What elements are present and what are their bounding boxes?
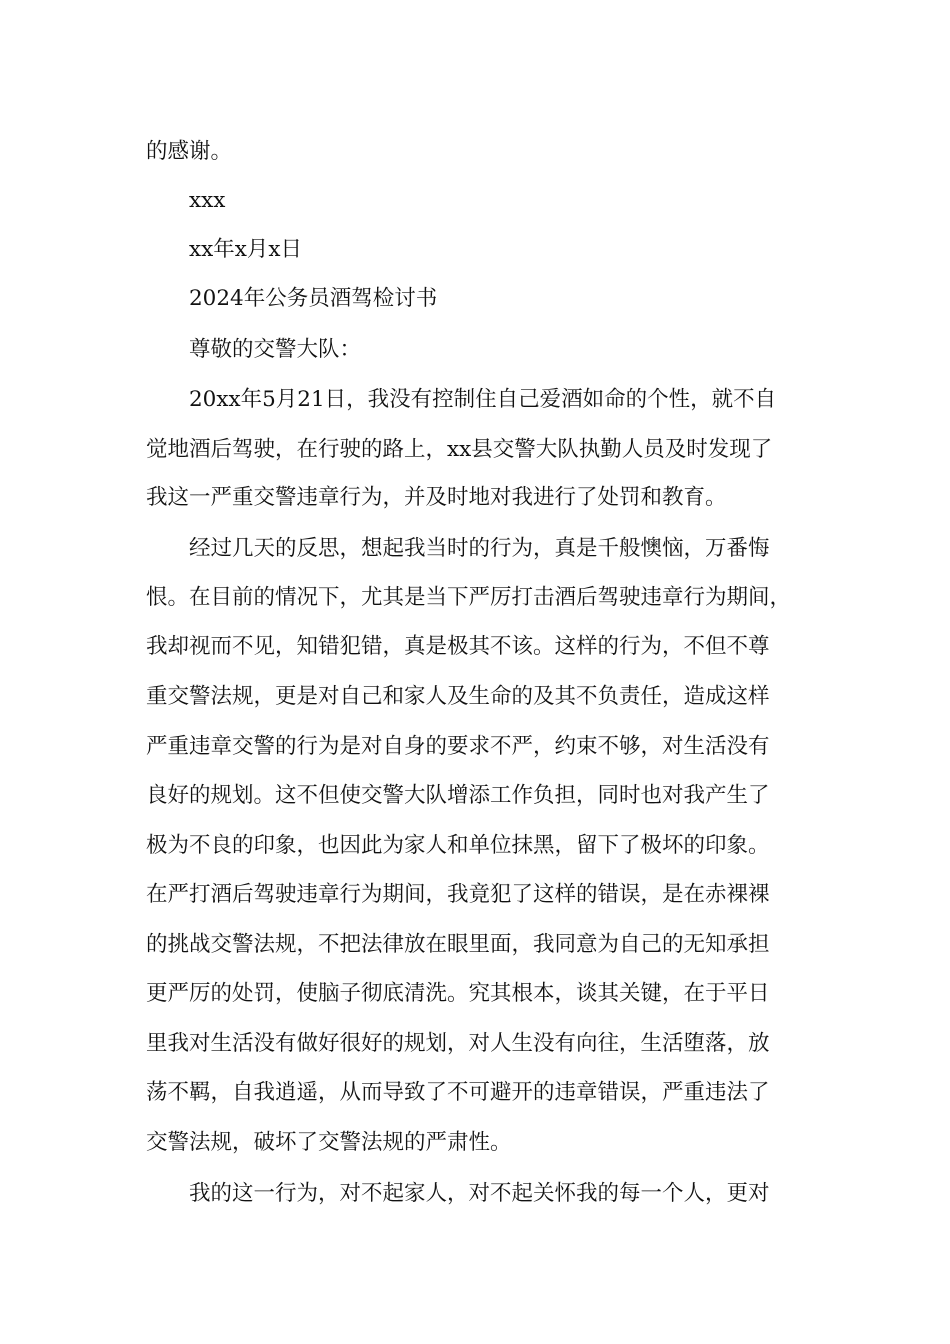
paragraph-line: 里我对生活没有做好很好的规划，对人生没有向往，生活堕落，放 (146, 1031, 770, 1056)
paragraph-line: 极为不良的印象，也因此为家人和单位抹黑，留下了极坏的印象。 (146, 833, 770, 858)
paragraph-line: 重交警法规，更是对自己和家人及生命的及其不负责任，造成这样 (146, 684, 770, 709)
paragraph-line: 恨。在目前的情况下，尤其是当下严厉打击酒后驾驶违章行为期间， (146, 585, 792, 610)
paragraph-line: 我这一严重交警违章行为，并及时地对我进行了处罚和教育。 (146, 485, 727, 510)
paragraph-line: 交警法规，破坏了交警法规的严肃性。 (146, 1130, 512, 1155)
paragraph-line: 的挑战交警法规，不把法律放在眼里面，我同意为自己的无知承担 (146, 932, 770, 957)
paragraph-line: 我的这一行为，对不起家人，对不起关怀我的每一个人，更对 (189, 1181, 770, 1206)
salutation: 尊敬的交警大队： (189, 337, 362, 362)
paragraph-line: 良好的规划。这不但使交警大队增添工作负担，同时也对我产生了 (146, 783, 770, 808)
paragraph-line: 荡不羁，自我逍遥，从而导致了不可避开的违章错误，严重违法了 (146, 1080, 770, 1105)
paragraph-line: 觉地酒后驾驶，在行驶的路上，xx县交警大队执勤人员及时发现了 (146, 437, 773, 462)
paragraph-line: 我却视而不见，知错犯错，真是极其不该。这样的行为，不但不尊 (146, 634, 770, 659)
paragraph-line: 严重违章交警的行为是对自身的要求不严，约束不够，对生活没有 (146, 734, 770, 759)
paragraph-line: 20xx年5月21日，我没有控制住自己爱酒如命的个性，就不自 (189, 387, 777, 412)
paragraph-line: 在严打酒后驾驶违章行为期间，我竟犯了这样的错误，是在赤裸裸 (146, 882, 770, 907)
signature-name: xxx (189, 188, 226, 213)
signature-date: xx年x月x日 (189, 237, 303, 262)
document-title: 2024年公务员酒驾检讨书 (189, 286, 438, 311)
text-line: 的感谢。 (146, 139, 233, 164)
paragraph-line: 更严厉的处罚，使脑子彻底清洗。究其根本，谈其关键，在于平日 (146, 981, 770, 1006)
paragraph-line: 经过几天的反思，想起我当时的行为，真是千般懊恼，万番悔 (189, 536, 770, 561)
